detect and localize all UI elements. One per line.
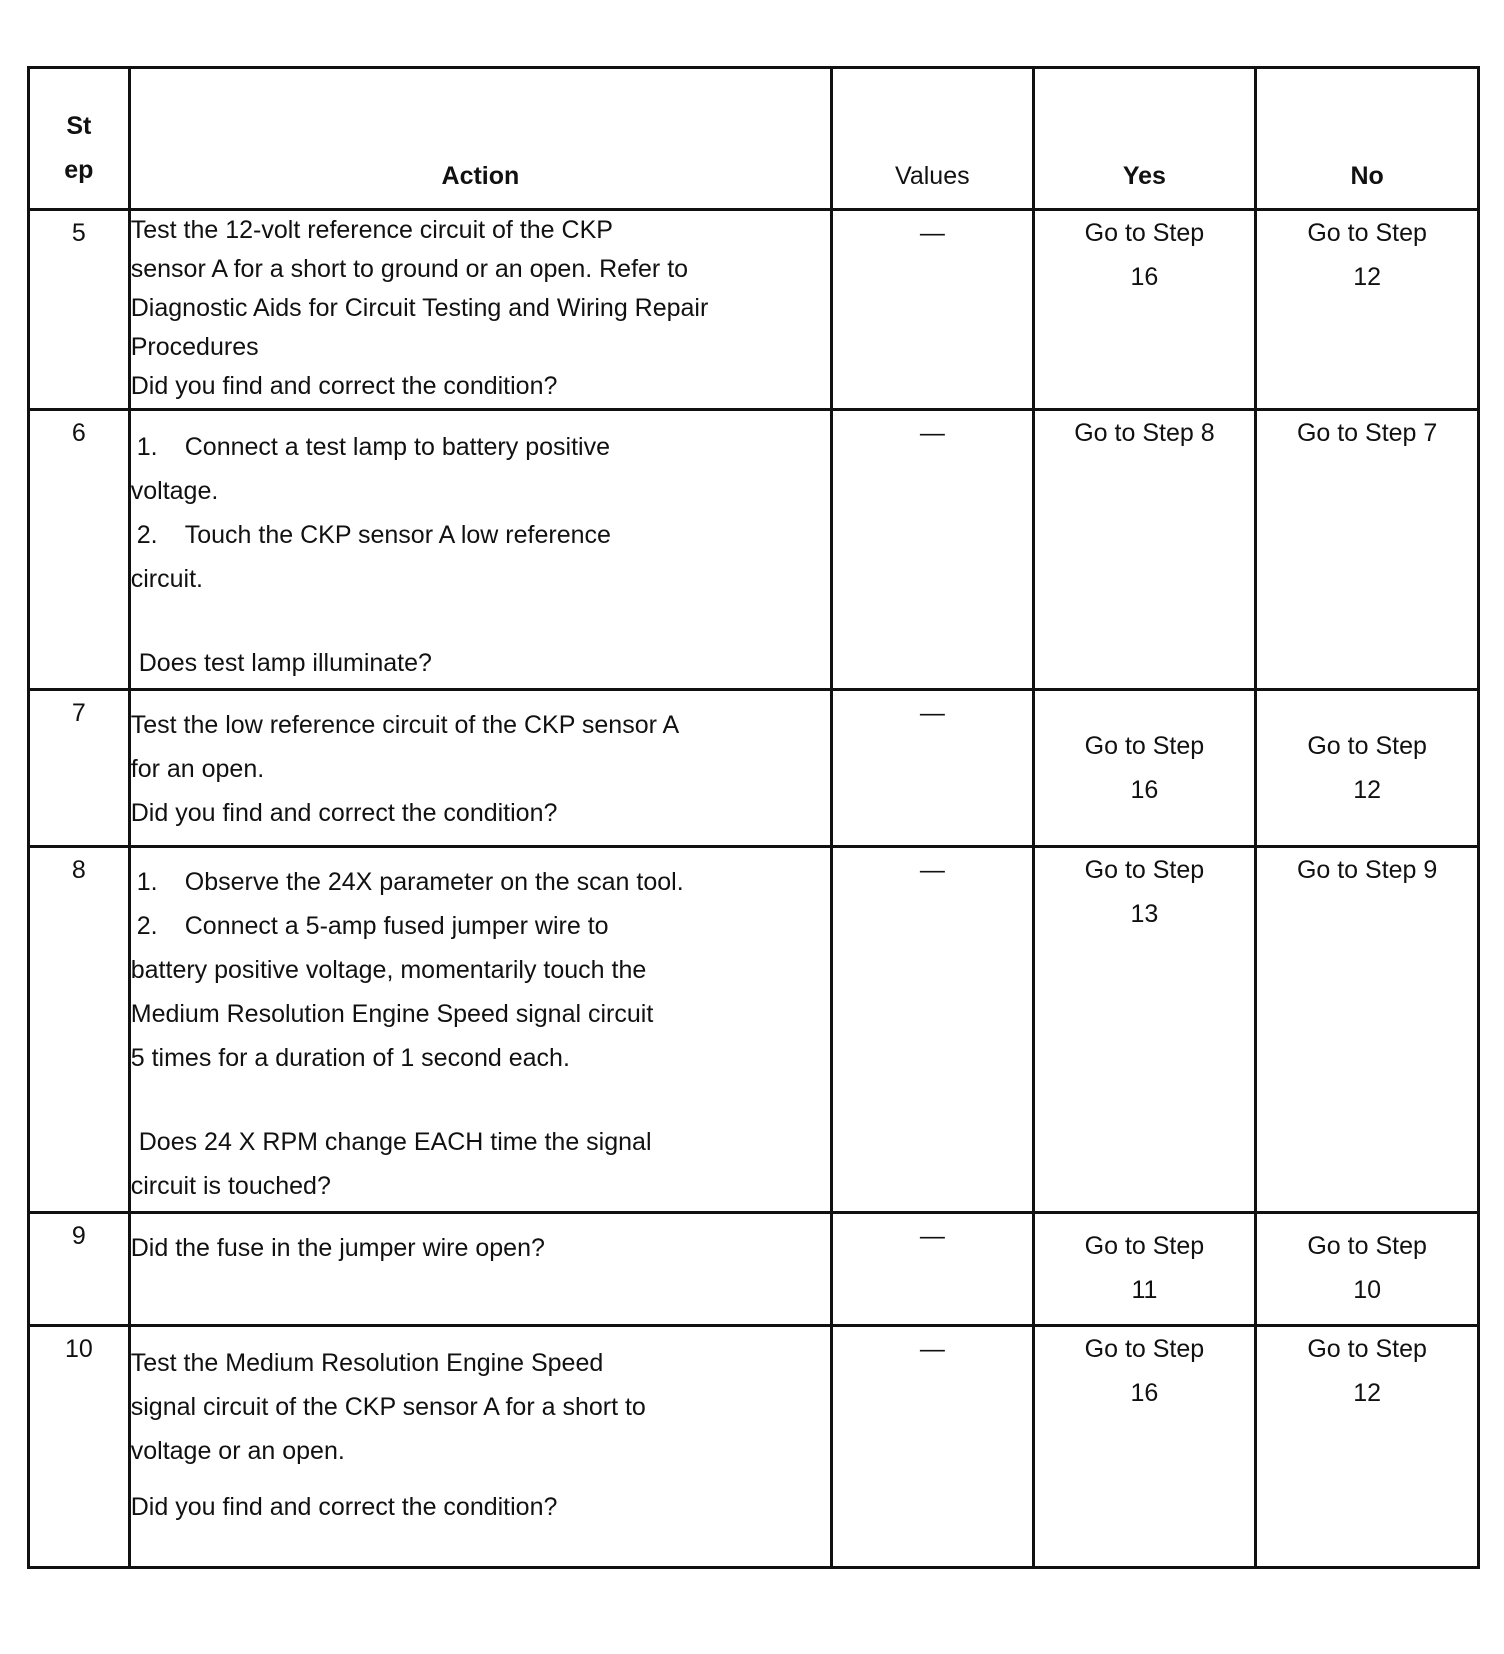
no-step: 12 [1353,263,1382,291]
header-step-part1: St [66,111,92,140]
action-line: for an open. [130,755,265,783]
yes-step: 11 [1131,1276,1158,1304]
action-line: voltage. [130,477,219,505]
action-line: Test the Medium Resolution Engine Speed [130,1349,604,1377]
no-step: 12 [1353,776,1382,804]
yes-cell [1033,210,1256,410]
no-cell [1256,210,1479,410]
table-row [29,847,1479,1213]
action-cell [129,847,831,1213]
yes-text: Go to Step [1084,219,1205,247]
table-row [29,210,1479,410]
action-line: 5 times for a duration of 1 second each. [130,1044,570,1072]
yes-text: Go to Step 8 [1074,419,1215,447]
no-text: Go to Step [1307,732,1427,760]
action-line: Test the 12-volt reference circuit of the CKP [130,216,613,244]
yes-step: 16 [1130,776,1159,804]
no-step: 10 [1353,1276,1382,1304]
action-line: Medium Resolution Engine Speed signal circuit [130,1000,654,1028]
no-text: Go to Step [1307,219,1427,247]
yes-text: Go to Step [1084,732,1205,760]
action-line: Test the low reference circuit of the CKP sensor A [130,711,680,739]
step-number: 10 [29,1326,130,1568]
header-row [29,68,1479,210]
header-step [29,68,130,210]
value-cell: — [832,1213,1034,1326]
table-row [29,410,1479,690]
action-line: Diagnostic Aids for Circuit Testing and Wiring Repair [130,294,709,322]
action-line: voltage or an open. [130,1437,345,1465]
action-line: Did you find and correct the condition? [130,1493,558,1521]
yes-text: Go to Step [1084,1232,1205,1260]
header-action: Action [129,68,831,210]
value-cell: — [832,847,1034,1213]
list-number: 1. [136,433,158,461]
action-line: Did you find and correct the condition? [130,799,558,827]
no-text: Go to Step [1307,1232,1427,1260]
action-cell [129,1213,831,1326]
yes-cell [1033,1213,1256,1326]
table-row [29,1213,1479,1326]
action-list-item [131,513,830,557]
action-line: circuit. [130,565,203,593]
step-number: 6 [29,410,130,690]
header-no: No [1256,68,1479,210]
action-line: Procedures [130,333,259,361]
no-cell [1256,1213,1479,1326]
header-yes: Yes [1033,68,1256,210]
no-cell [1256,1326,1479,1568]
yes-step: 16 [1130,263,1159,291]
no-text: Go to Step 7 [1296,419,1438,447]
value-cell: — [832,690,1034,847]
list-text: Connect a test lamp to battery positive [184,433,610,461]
header-values: Values [832,68,1034,210]
step-number: 7 [29,690,130,847]
action-list-item [131,860,830,904]
action-line: sensor A for a short to ground or an open. Refer to [130,255,689,283]
action-cell [129,210,831,410]
no-cell [1256,410,1479,690]
step-number: 8 [29,847,130,1213]
action-line: signal circuit of the CKP sensor A for a short to [130,1393,646,1421]
step-number: 5 [29,210,130,410]
yes-cell [1033,410,1256,690]
no-step: 12 [1353,1379,1382,1407]
action-cell [129,1326,831,1568]
yes-text: Go to Step [1084,856,1205,884]
action-question: Does 24 X RPM change EACH time the signal [138,1128,652,1156]
list-text: Connect a 5-amp fused jumper wire to [184,912,609,940]
action-line: battery positive voltage, momentarily touch the [130,956,647,984]
no-cell [1256,847,1479,1213]
spacer [131,1080,830,1120]
list-text: Observe the 24X parameter on the scan tool. [184,868,684,896]
no-text: Go to Step [1307,1335,1427,1363]
list-number: 2. [136,521,158,549]
list-text: Touch the CKP sensor A low reference [184,521,611,549]
action-question-cont: circuit is touched? [130,1172,331,1200]
table-row [29,690,1479,847]
action-list-item [131,904,830,948]
header-step-part2: ep [64,155,94,184]
action-cell [129,410,831,690]
no-text: Go to Step 9 [1296,856,1438,884]
value-cell: — [832,1326,1034,1568]
value-cell: — [832,410,1034,690]
action-list-item [131,425,830,469]
action-line: Did you find and correct the condition? [130,372,558,400]
action-question: Does test lamp illuminate? [138,649,432,677]
action-cell [129,690,831,847]
yes-step: 16 [1130,1379,1159,1407]
step-number: 9 [29,1213,130,1326]
list-number: 1. [136,868,158,896]
yes-cell [1033,847,1256,1213]
yes-cell [1033,690,1256,847]
yes-text: Go to Step [1084,1335,1205,1363]
no-cell [1256,690,1479,847]
spacer [131,601,830,641]
yes-step: 13 [1130,900,1159,928]
action-line: Did the fuse in the jumper wire open? [130,1234,545,1262]
yes-cell [1033,1326,1256,1568]
diagnostic-table [27,66,1480,1569]
value-cell: — [832,210,1034,410]
table-row [29,1326,1479,1568]
list-number: 2. [136,912,158,940]
